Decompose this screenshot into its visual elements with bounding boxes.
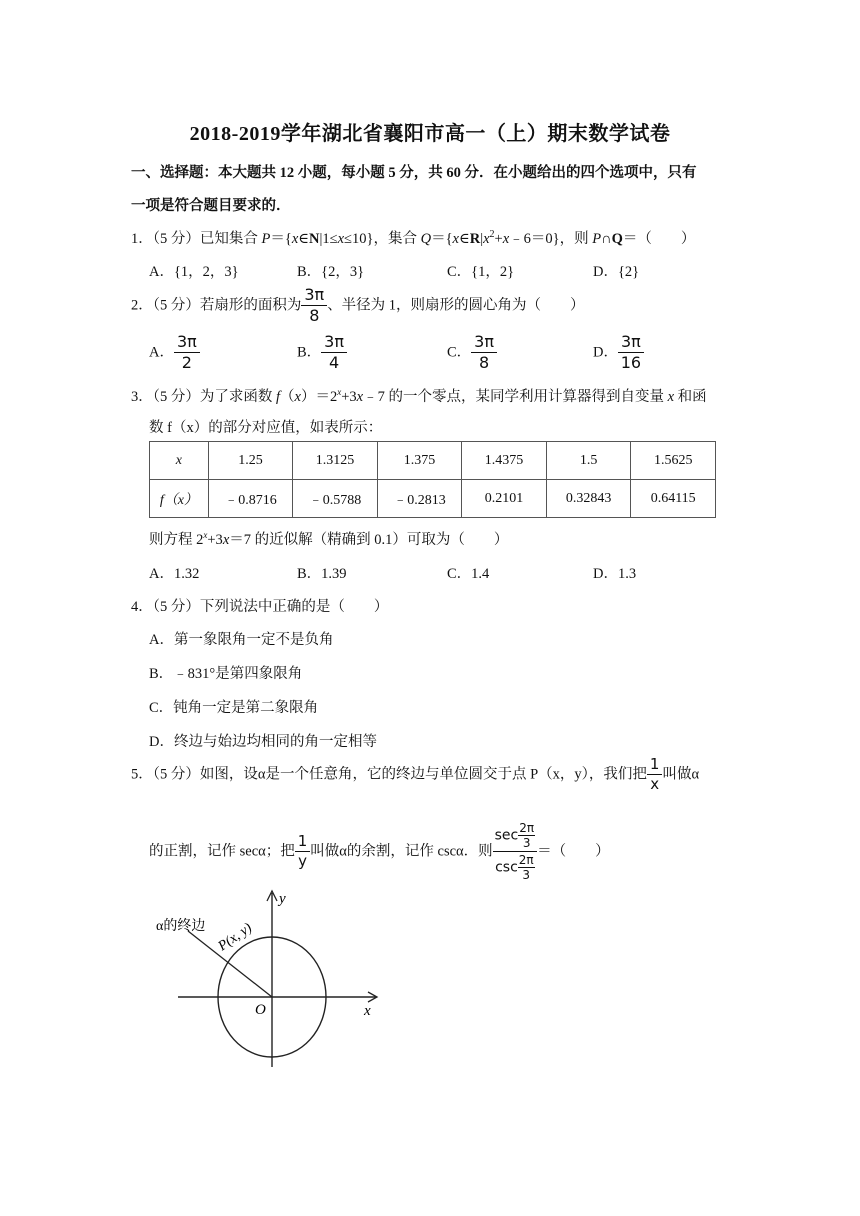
table-cell: 0.32843	[546, 480, 631, 518]
origin-label: O	[255, 1002, 266, 1018]
table-cell: f（x）	[150, 480, 209, 518]
question-5-line1: 5．（5 分）如图，设α是一个任意角，它的终边与单位圆交于点 P（x，y），我们把 $\frac{1}{x}$ 叫做α	[131, 755, 700, 793]
q1-option-c: C．{1，2}	[447, 264, 515, 280]
table-cell: x	[150, 442, 209, 480]
table-cell: 1.5	[546, 442, 631, 480]
frac-one-over-x: $\frac{1}{x}$	[647, 757, 663, 792]
point-p-label: P(x, y)	[215, 920, 255, 955]
table-row	[150, 442, 716, 480]
q3-option-c: C．1.4	[447, 566, 490, 582]
q1-option-d: D．{2}	[593, 264, 640, 280]
page-title: 2018-2019学年湖北省襄阳市高一（上）期末数学试卷	[189, 123, 671, 145]
q1-option-a: A．{1，2，3}	[149, 264, 239, 280]
table-cell: 1.5625	[631, 442, 716, 480]
question-3-after-table: 则方程 $2^x+3x=7$ 的近似解（精确到 0.1）可取为（ ）	[149, 530, 509, 548]
sec-over-csc-fraction: sec $\frac{2\pi}{3}$ csc $\frac{2\pi}{3}$	[493, 822, 537, 881]
section-heading-line2: 一项是符合题目要求的．	[131, 198, 291, 214]
sector-area-fraction: $\frac{3\pi}{8}$	[301, 287, 327, 324]
terminal-side-label: α的终边	[156, 919, 206, 934]
table-cell: ﹣0.5788	[293, 480, 378, 518]
q2-option-b: B． $\frac{3\pi}{4}$	[297, 334, 347, 371]
q4-option-b: B．﹣831°是第四象限角	[149, 666, 303, 682]
q4-option-a: A．第一象限角一定不是负角	[149, 632, 334, 648]
question-1-stem: 1．（5 分）已知集合 P＝{x∈N|1≤x≤10}，集合 $Q=\{x\in R|x^2+x﹣6=0\}$，则 P∩Q＝（ ）	[131, 229, 696, 247]
value-table	[149, 441, 716, 518]
section-heading-line1: 一、选择题：本大题共 12 小题，每小题 5 分，共 60 分．在小题给出的四个选项中，只有	[131, 165, 697, 181]
q1-option-b: B．{2，3}	[297, 264, 365, 280]
q2-option-a: A． $\frac{3\pi}{2}$	[149, 334, 200, 371]
table-cell: 1.3125	[293, 442, 378, 480]
x-axis-label: x	[364, 1003, 371, 1019]
unit-circle-figure	[150, 885, 390, 1070]
table-cell: ﹣0.2813	[377, 480, 462, 518]
question-3-line1: 3．（5 分）为了求函数 $f(x)=2^x+3x﹣7$ 的一个零点，某同学利用计算器得到自变量 x 和函	[131, 387, 707, 405]
table-cell: 1.25	[208, 442, 293, 480]
table-cell: ﹣0.8716	[208, 480, 293, 518]
table-cell: 1.4375	[462, 442, 547, 480]
table-cell: 0.2101	[462, 480, 547, 518]
q2-option-c: C． $\frac{3\pi}{8}$	[447, 334, 497, 371]
y-axis-label: y	[279, 891, 286, 907]
q4-option-d: D．终边与始边均相同的角一定相等	[149, 734, 377, 750]
q4-option-c: C．钝角一定是第二象限角	[149, 700, 319, 716]
question-1-number: 1．（5 分）已知集合	[131, 231, 262, 247]
question-3-line2: 数 f（x）的部分对应值，如表所示：	[149, 420, 383, 436]
table-row	[150, 480, 716, 518]
q2-option-d: D． $\frac{3\pi}{16}$	[593, 334, 644, 371]
question-4-stem: 4．（5 分）下列说法中正确的是（ ）	[131, 599, 389, 615]
table-cell: 0.64115	[631, 480, 716, 518]
question-2-stem: 2．（5 分）若扇形的面积为 $\frac{3\pi}{8}$ 、半径为 1，则扇形的圆心角为（ ）	[131, 285, 585, 325]
q3-option-b: B．1.39	[297, 566, 347, 582]
frac-one-over-y: $\frac{1}{y}$	[295, 834, 311, 869]
table-cell: 1.375	[377, 442, 462, 480]
question-5-line2: 的正割，记作 secα；把 $\frac{1}{y}$ 叫做α的余割，记作 cscα．则 sec $\frac{2\pi}{3}$ csc $\frac{2\pi}{3}$ ＝（ ）	[149, 821, 610, 882]
q3-option-d: D．1.3	[593, 566, 637, 582]
q3-option-a: A．1.32	[149, 566, 200, 582]
